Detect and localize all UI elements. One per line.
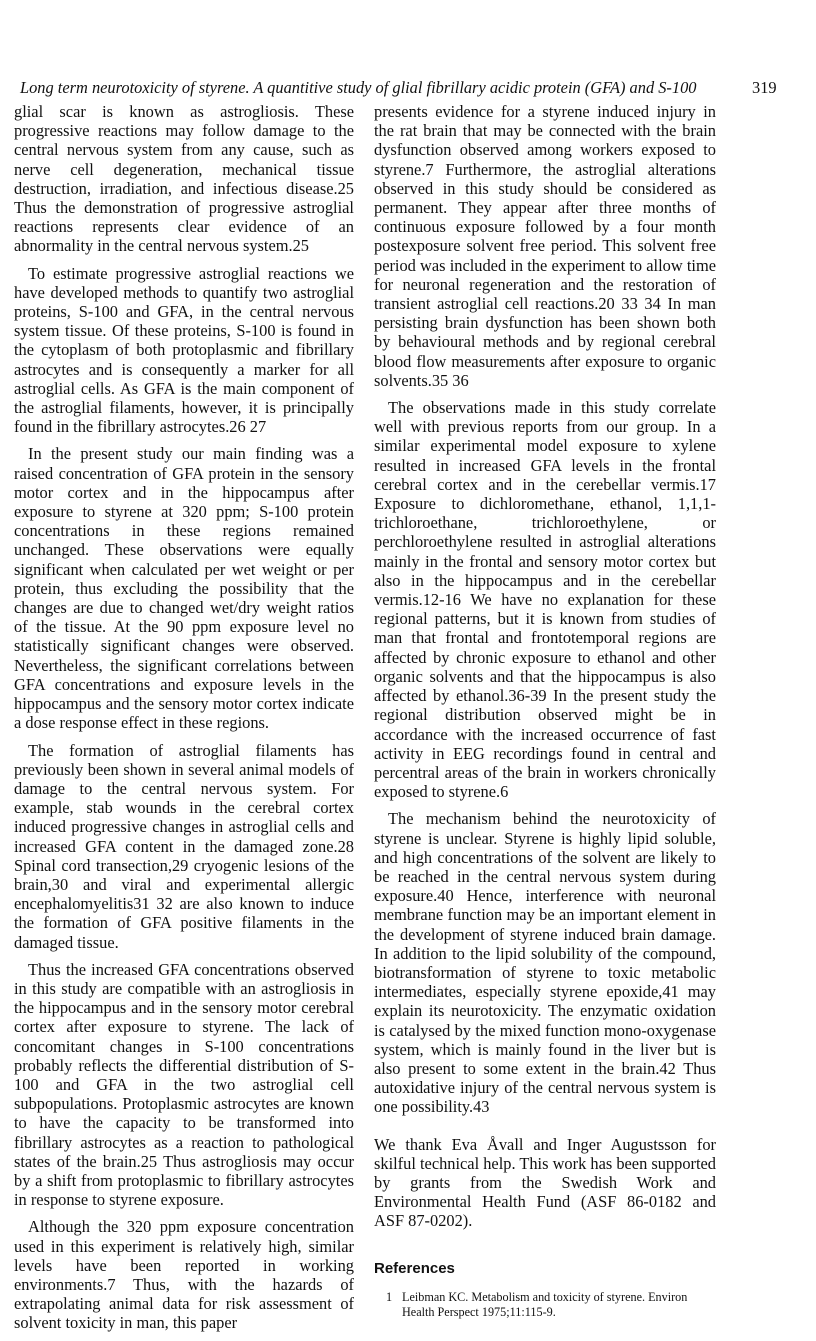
reference-item [374,1290,716,1320]
acknowledgement: We thank Eva Åvall and Inger Augustsson for skilful technical help. This work has been supported by grants from the Swedish Work and Environmental Health Fund (ASF 86-0182 and ASF 87-0202). [374,1134,717,1231]
paragraph: To estimate progressive astroglial reactions we have developed methods to quantify two astroglial proteins, S-100 and GFA, in the central nervous system tissue. Of these proteins, S-100 is found in the cytoplasm of both protoplasmic and fibrillary astrocytes and is consequently a marker for all astroglial cells. As GFA is the main component of the astroglial filaments, however, it is principally found in the fibrillary astrocytes.26 27 [14,263,354,437]
left-column [14,102,354,1341]
reference-number: 1 [386,1289,393,1304]
paragraph: Although the 320 ppm exposure concentration used in this experiment is relatively high, similar levels have been reported in working environments.7 Thus, with the hazards of extrapolating animal data for risk assessment of solvent toxicity in man, this paper [14,1217,354,1333]
paragraph: In the present study our main finding was a raised concentration of GFA protein in the sensory motor cortex and in the hippocampus after exposure to styrene at 320 ppm; S-100 protein concentrations in these regions remained unchanged. These observations were equally significant when calculated per wet weight or per protein, thus excluding the possibility that the changes are due to changed wet/dry weight ratios of the tissue. At the 90 ppm exposure level no statistically significant changes were observed. Nevertheless, the significant correlations between GFA concentrations and exposure levels in the hippocampus and the sensory motor cortex indicate a dose response effect in these regions. [14,444,354,733]
paragraph: Thus the increased GFA concentrations observed in this study are compatible with an astrogliosis in the hippocampus and in the sensory motor cerebral cortex after exposure to styrene. The lack of concomitant changes in S-100 concentrations probably reflects the differential distribution of S-100 and GFA in the two astroglial cell subpopulations. Protoplasmic astrocytes are known to have the capacity to be transformed into fibrillary astrocytes as a reaction to pathological states of the brain.25 Thus astrogliosis may occur by a shift from protoplasmic to fibrillary astrocytes in response to styrene exposure. [14,959,354,1210]
paragraph: presents evidence for a styrene induced injury in the rat brain that may be connected with the brain dysfunction observed among workers exposed to styrene.7 Furthermore, the astroglial alterations observed in this study should be considered as permanent. They appear after three months of continuous exposure followed by a four month postexposure solvent free period. This solvent free period was included in the experiment to allow time for neuronal regeneration and the restoration of transient astroglial cell reactions.20 33 34 In man persisting brain dysfunction has been shown both by behavioural methods and by regional cerebral blood flow measurements after exposure to organic solvents.35 36 [374,102,716,390]
running-header [0,78,816,100]
paragraph: The observations made in this study correlate well with previous reports from our group. In a similar experimental model exposure to xylene resulted in increased GFA levels in the frontal cerebral cortex and in the cerebellar vermis.17 Exposure to dichloromethane, ethanol, 1,1,1-trichloroethane, trichloroethylene, or perchloroethylene resulted in astroglial alterations mainly in the frontal and sensory motor cortex but also in the hippocampus and in the cerebellar vermis.12-16 We have no explanation for these regional patterns, but it is known from studies of man that frontal and frontotemporal regions are affected by chronic exposure to ethanol and other organic solvents and that the hippocampus is also affected by ethanol.36-39 In the present study the regional distribution observed might be in accordance with the increased occurrence of fast activity in EEG recordings found in central and percentral areas of the brain in workers chronically exposed to styrene.6 [374,398,716,802]
paragraph: The mechanism behind the neurotoxicity of styrene is unclear. Styrene is highly lipid soluble, and high concentrations of the solvent are likely to be reached in the central nervous system during exposure.40 Hence, interference with neuronal membrane function may be an important element in the development of styrene induced brain damage. In addition to the lipid solubility of the compound, biotransformation of styrene to toxic metabolic intermediates, especially styrene epoxide,41 may explain its neurotoxicity. The enzymatic oxidation is catalysed by the mixed function mono-oxygenase system, which is mainly found in the liver but is also present to some extent in the brain.42 Thus autoxidative injury of the central nervous system is one possibility.43 [374,809,716,1117]
references-heading: References [374,1259,455,1277]
reference-text: Leibman KC. Metabolism and toxicity of styrene. Environ Health Perspect 1975;11:115-9. [402,1289,688,1319]
paragraph: The formation of astroglial filaments has previously been shown in several animal models of damage to the central nervous system. For example, stab wounds in the cerebral cortex induced progressive changes in astroglial cells and increased GFA content in the damaged zone.28 Spinal cord transection,29 cryogenic lesions of the brain,30 and viral and experimental allergic encephalomyelitis31 32 are also known to induce the formation of GFA positive filaments in the damaged tissue. [14,740,354,952]
running-title: Long term neurotoxicity of styrene. A quantitive study of glial fibrillary acidic protein (GFA) and S-100 [20,78,697,97]
paragraph: glial scar is known as astrogliosis. These progressive reactions may follow damage to the central nervous system from any cause, such as nerve cell degeneration, mechanical tissue destruction, irradiation, and infectious disease.25 Thus the demonstration of progressive astroglial reactions represents clear evidence of an abnormality in the central nervous system.25 [14,102,354,256]
page-number: 319 [752,78,777,97]
right-column [374,102,716,1320]
